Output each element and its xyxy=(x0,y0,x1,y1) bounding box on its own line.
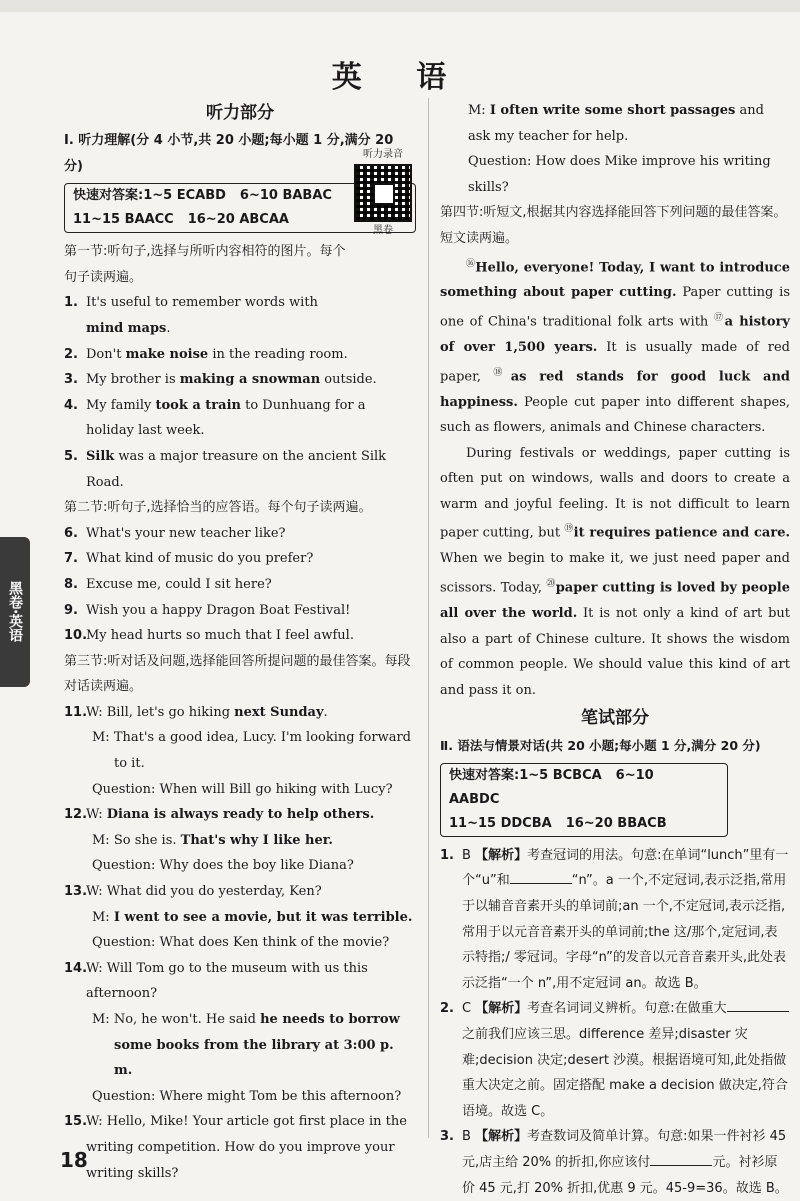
item-number: 1. xyxy=(440,847,454,863)
column-divider xyxy=(428,98,429,1138)
item-number: 7. xyxy=(64,551,78,567)
answer-letter: B xyxy=(462,1129,471,1145)
qr-bottom-label: 黑卷 xyxy=(373,225,393,236)
page-title: 英 语 xyxy=(331,60,469,95)
analysis-label: 【解析】 xyxy=(475,1129,528,1145)
item-number: 8. xyxy=(64,576,78,592)
item-bold-text: making a snowman xyxy=(179,372,321,388)
list-item xyxy=(64,342,416,368)
passage-paragraph-1 xyxy=(440,252,790,441)
item-text: Excuse me, could I sit here? xyxy=(86,576,272,592)
qr-code-block xyxy=(350,148,416,238)
item-number: 12. xyxy=(64,807,88,823)
dialogue-line xyxy=(440,98,790,149)
dialogue-line-text: M: So she is. xyxy=(92,832,181,848)
question-marker: ⑳ xyxy=(546,579,556,589)
dialogue-14 xyxy=(64,956,416,1007)
passage-bold: paper cutting is loved by people all over the world. xyxy=(440,580,791,621)
list-item xyxy=(64,546,416,572)
answer-explanation-1 xyxy=(440,843,790,997)
item-text: Don't xyxy=(86,346,126,362)
writing-intro: Ⅱ. 语法与情景对话(共 20 小题;每小题 1 分,满分 20 分) xyxy=(440,738,761,754)
passage-bold: Hello, everyone! Today, I want to introduce something about paper cutting. xyxy=(440,259,790,301)
question-marker: ⑲ xyxy=(564,524,574,535)
writing-quick-answers xyxy=(440,763,728,837)
analysis-label: 【解析】 xyxy=(475,847,528,863)
dialogue-15 xyxy=(64,1109,416,1186)
list-item xyxy=(64,393,416,444)
top-strip xyxy=(0,0,800,12)
quick-answer: 16~20 ABCAA xyxy=(187,212,289,228)
passage-bold: as red stands for good luck and happiness. xyxy=(440,368,790,410)
passage-text: Paper cutting is one of China's traditional folk arts with xyxy=(440,285,791,330)
dialogue-question: Question: Where might Tom be this afternoon? xyxy=(92,1088,402,1104)
passage-text: It is not only a kind of art but also a part of Chinese culture. It shows the wisdom of common people. We should value this kind of art and pass it on. xyxy=(440,605,790,698)
item-text: was a major treasure on the ancient Silk Road. xyxy=(86,448,387,490)
passage-text: It is usually made of red paper, xyxy=(440,340,790,384)
listening-intro: Ⅰ. 听力理解(分 4 小节,共 20 小题;每小题 1 分,满分 20 分) xyxy=(64,133,394,174)
dialogue-bold: That's why I like her. xyxy=(180,832,333,848)
dialogue-question: Question: What does Ken think of the movie? xyxy=(92,935,390,951)
quick-answer: 11~15 DDCBA xyxy=(449,815,552,831)
answer-blank xyxy=(510,871,572,884)
dialogue-bold: he needs to borrow some books from the library at 3:00 p. m. xyxy=(114,1012,400,1079)
answer-explanation-2 xyxy=(440,996,790,1124)
dialogue-question: Question: When will Bill go hiking with Lucy? xyxy=(92,781,393,797)
answer-letter: B xyxy=(462,847,471,863)
dialogue-bold: Diana is always ready to help others. xyxy=(106,807,375,823)
dialogue-line-text: M: No, he won't. He said xyxy=(92,1012,261,1027)
passage-bold: a history of over 1,500 years. xyxy=(440,314,790,355)
dialogue-bold: I often write some short passages xyxy=(489,103,736,118)
item-text: . xyxy=(166,320,171,336)
item-text: What's your new teacher like? xyxy=(86,525,286,541)
passage-paragraph-2 xyxy=(440,441,790,704)
item-number: 2. xyxy=(64,346,78,362)
quick-answer: 1~5 ECABD xyxy=(143,188,226,204)
dialogue-line: W: What did you do yesterday, Ken? xyxy=(86,884,322,900)
item-text: My brother is xyxy=(86,372,180,388)
answer-blank xyxy=(727,999,789,1012)
item-number: 4. xyxy=(64,397,78,413)
writing-heading: 笔试部分 xyxy=(581,708,649,729)
list-item xyxy=(64,572,416,598)
item-number: 5. xyxy=(64,448,78,464)
item-text: Wish you a happy Dragon Boat Festival! xyxy=(86,602,351,618)
dialogue-line: W: Will Tom go to the museum with us this afternoon? xyxy=(86,960,368,1002)
passage-text: When we begin to make it, we just need paper and scissors. Today, xyxy=(440,551,790,596)
analysis-label: 【解析】 xyxy=(475,1001,528,1017)
dialogue-line xyxy=(64,828,416,854)
side-tab: 黑卷·英语 xyxy=(0,537,30,687)
dialogue-line: W: Bill, let's go hiking xyxy=(86,704,235,720)
dialogue-line-text: M: xyxy=(468,103,490,118)
list-item xyxy=(64,290,416,341)
dialogue-12 xyxy=(64,802,416,828)
item-bold-text: mind maps xyxy=(86,320,167,336)
section-4-instruction: 第四节:听短文,根据其内容选择能回答下列问题的最佳答案。短文读两遍。 xyxy=(440,205,787,246)
item-number: 15. xyxy=(64,1114,88,1130)
qr-top-label: 听力录音 xyxy=(363,149,403,160)
dialogue-question: Question: Why does the boy like Diana? xyxy=(92,858,354,874)
answer-text: 考查数词及简单计算。句意:如果一件衬衫 45 元,店主给 20% 的折扣,你应该付 xyxy=(462,1129,787,1171)
list-item xyxy=(64,623,416,649)
question-marker: ⑱ xyxy=(493,367,511,378)
question-marker: ⑯ xyxy=(466,258,476,269)
list-item xyxy=(64,367,416,393)
dialogue-line-text: M: xyxy=(92,909,114,925)
answer-explanation-3 xyxy=(440,1124,790,1201)
dialogue-11 xyxy=(64,700,416,726)
right-column xyxy=(440,98,790,1201)
item-text: What kind of music do you prefer? xyxy=(86,551,314,567)
item-number: 3. xyxy=(64,372,78,388)
item-text: outside. xyxy=(320,372,377,388)
dialogue-line-text: and ask my teacher for help. xyxy=(468,103,764,144)
item-number: 9. xyxy=(64,602,78,618)
section-3-instruction: 第三节:听对话及问题,选择能回答所提问题的最佳答案。每段对话读两遍。 xyxy=(64,653,411,695)
item-number: 6. xyxy=(64,525,78,541)
passage-bold: it requires patience and care. xyxy=(573,525,790,541)
quick-answer: 6~10 BABAC xyxy=(239,188,332,204)
passage-text: People cut paper into different shapes, such as flowers, animals and Chinese characters. xyxy=(440,394,790,436)
answer-text: 之前我们应该三思。difference 差异;disaster 灾难;decision 决定;desert 沙漠。根据语境可知,此处指做重大决定之前。固定搭配 make a decision 做决定,符合语境。故选 C。 xyxy=(462,1027,788,1119)
dialogue-line: W: Hello, Mike! Your article got first place in the writing competition. How do you improve your writing skills? xyxy=(86,1114,407,1181)
dialogue-question: Question: How does Mike improve his writing skills? xyxy=(468,154,771,195)
section-2-instruction: 第二节:听句子,选择恰当的应答语。每个句子读两遍。 xyxy=(64,500,372,516)
list-item xyxy=(64,521,416,547)
item-bold-text: make noise xyxy=(125,346,209,362)
quick-answer: 1~5 BCBCA xyxy=(519,767,602,783)
listening-heading: 听力部分 xyxy=(206,103,274,123)
section-1-instruction: 第一节:听句子,选择与所听内容相符的图片。每个句子读两遍。 xyxy=(64,244,346,285)
dialogue-line xyxy=(64,1007,416,1084)
quick-label: 快速对答案: xyxy=(73,188,144,204)
answer-blank xyxy=(650,1153,712,1166)
quick-answer: 6~10 AABDC xyxy=(449,767,654,807)
answer-text: “n”。a 一个,不定冠词,表示泛指,常用于以辅音音素开头的单词前;an 一个,不定冠词,表示泛指,常用于以元音音素开头的单词前;the 这/那个,定冠词,表示特指;/ 零冠词。字母“n”的发音以元音音素开头,此处表示泛指“一个 n”,用不定冠词 an。故选 B。 xyxy=(462,873,787,991)
item-number: 13. xyxy=(64,884,88,900)
qr-code-icon xyxy=(354,164,412,222)
item-text: My head hurts so much that I feel awful. xyxy=(86,628,354,644)
page-number: 18 xyxy=(60,1148,88,1172)
answer-text: 元。衬衫原价 45 元,打 20% 折扣,优惠 9 元。45-9=36。故选 B。 xyxy=(462,1155,788,1196)
dialogue-13 xyxy=(64,879,416,905)
dialogue-bold: I went to see a movie, but it was terrible. xyxy=(113,909,413,925)
quick-answer: 11~15 BAACC xyxy=(73,212,174,228)
item-bold-text: took a train xyxy=(155,397,241,413)
quick-answer: 16~20 BBACB xyxy=(565,815,667,831)
quick-label: 快速对答案: xyxy=(449,767,520,783)
left-column xyxy=(64,98,416,1186)
item-number: 3. xyxy=(440,1129,454,1145)
answer-text: 考查冠词的用法。句意:在单词“lunch”里有一个“u”和 xyxy=(462,847,789,889)
passage-text: During festivals or weddings, paper cutting is often put on windows, walls and doors to create a warm and joyful feeling. It is not difficult to learn paper cutting, but xyxy=(440,445,790,541)
answer-letter: C xyxy=(462,1001,472,1017)
item-text: in the reading room. xyxy=(208,346,348,362)
list-item xyxy=(64,444,416,495)
item-text: My family xyxy=(86,397,156,413)
item-number: 14. xyxy=(64,960,88,976)
answer-text: 考查名词词义辨析。句意:在做重大 xyxy=(527,1001,727,1017)
dialogue-line: M: That's a good idea, Lucy. I'm looking forward to it. xyxy=(92,730,411,772)
item-number: 1. xyxy=(64,295,78,311)
item-number: 10. xyxy=(64,628,88,644)
dialogue-bold: next Sunday xyxy=(234,704,324,720)
dialogue-line: W: xyxy=(86,807,107,823)
item-number: 11. xyxy=(64,704,88,720)
item-text: It's useful to remember words with xyxy=(86,295,318,311)
item-text: to Dunhuang for a holiday last week. xyxy=(86,397,366,439)
list-item xyxy=(64,598,416,624)
question-marker: ⑰ xyxy=(714,313,725,324)
dialogue-line: . xyxy=(323,704,328,720)
item-number: 2. xyxy=(440,1001,454,1017)
item-bold-text: Silk xyxy=(86,448,115,464)
dialogue-line xyxy=(64,905,416,931)
